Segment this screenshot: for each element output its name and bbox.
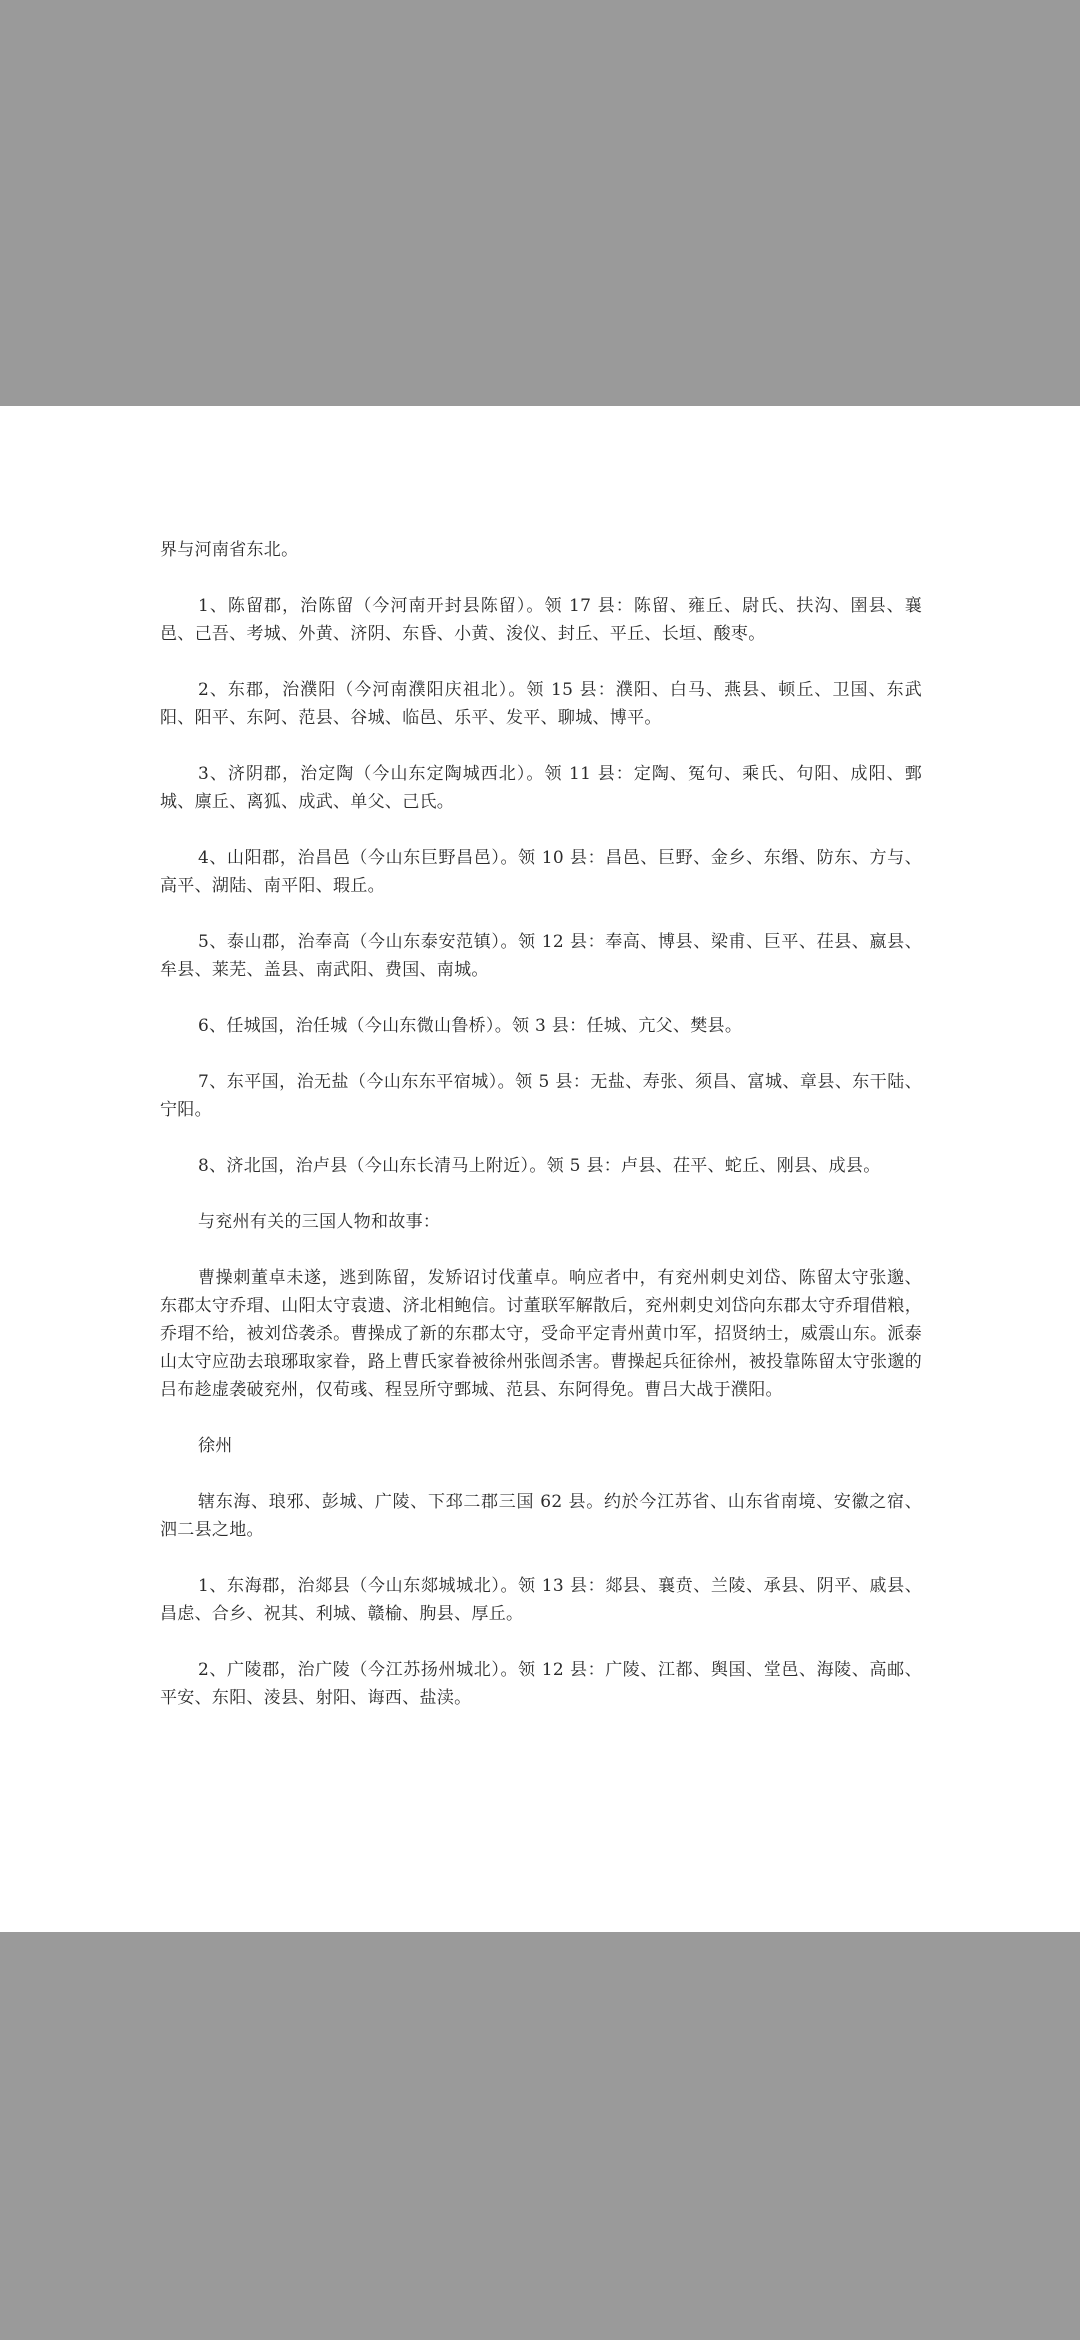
paragraph: 5、泰山郡，治奉高（今山东泰安范镇）。领 12 县：奉高、博县、梁甫、巨平、茌县、嬴县、牟县、莱芜、盖县、南武阳、费国、南城。 (160, 932, 922, 980)
paragraph: 曹操刺董卓未遂，逃到陈留，发矫诏讨伐董卓。响应者中，有兖州刺史刘岱、陈留太守张邈、东郡太守乔瑁、山阳太守袁遗、济北相鲍信。讨董联军解散后，兖州刺史刘岱向东郡太守乔瑁借粮，乔瑁不给，被刘岱袭杀。曹操成了新的东郡太守，受命平定青州黄巾军，招贤纳士，威震山东。派泰山太守应劭去琅琊取家眷，路上曹氏家眷被徐州张闿杀害。曹操起兵征徐州，被投靠陈留太守张邈的吕布趁虚袭破兖州，仅荀彧、程昱所守鄄城、范县、东阿得免。曹吕大战于濮阳。 (160, 1268, 922, 1400)
paragraph: 8、济北国，治卢县（今山东长清马上附近）。领 5 县：卢县、茌平、蛇丘、刚县、成县。 (198, 1156, 881, 1176)
section-heading: 与兖州有关的三国人物和故事： (198, 1212, 441, 1232)
paragraph: 4、山阳郡，治昌邑（今山东巨野昌邑）。领 10 县：昌邑、巨野、金乡、东缗、防东、方与、高平、湖陆、南平阳、瑕丘。 (160, 848, 922, 896)
paragraph: 2、东郡，治濮阳（今河南濮阳庆祖北）。领 15 县：濮阳、白马、燕县、顿丘、卫国、东武阳、阳平、东阿、范县、谷城、临邑、乐平、发平、聊城、博平。 (160, 680, 922, 728)
page-text (160, 536, 922, 1740)
paragraph: 7、东平国，治无盐（今山东东平宿城）。领 5 县：无盐、寿张、须昌、富城、章县、东干陆、宁阳。 (160, 1072, 922, 1120)
paragraph: 6、任城国，治任城（今山东微山鲁桥）。领 3 县：任城、亢父、樊县。 (198, 1016, 743, 1036)
paragraph: 1、东海郡，治郯县（今山东郯城城北）。领 13 县：郯县、襄贲、兰陵、承县、阴平、戚县、昌虑、合乡、祝其、利城、赣榆、朐县、厚丘。 (160, 1576, 922, 1624)
paragraph: 辖东海、琅邪、彭城、广陵、下邳二郡三国 62 县。约於今江苏省、山东省南境、安徽之宿、泗二县之地。 (160, 1492, 922, 1540)
paragraph: 界与河南省东北。 (160, 540, 299, 560)
paragraph: 2、广陵郡，治广陵（今江苏扬州城北）。领 12 县：广陵、江都、舆国、堂邑、海陵、高邮、平安、东阳、淩县、射阳、诲西、盐渎。 (160, 1660, 922, 1708)
paragraph: 1、陈留郡，治陈留（今河南开封县陈留）。领 17 县：陈留、雍丘、尉氏、扶沟、圉县、襄邑、己吾、考城、外黄、济阴、东昏、小黄、浚仪、封丘、平丘、长垣、酸枣。 (160, 596, 922, 644)
paragraph: 3、济阴郡，治定陶（今山东定陶城西北）。领 11 县：定陶、冤句、乘氏、句阳、成阳、鄄城、廪丘、离狐、成武、单父、己氏。 (160, 764, 922, 812)
section-heading: 徐州 (198, 1436, 233, 1456)
document-page[interactable] (0, 406, 1080, 1932)
